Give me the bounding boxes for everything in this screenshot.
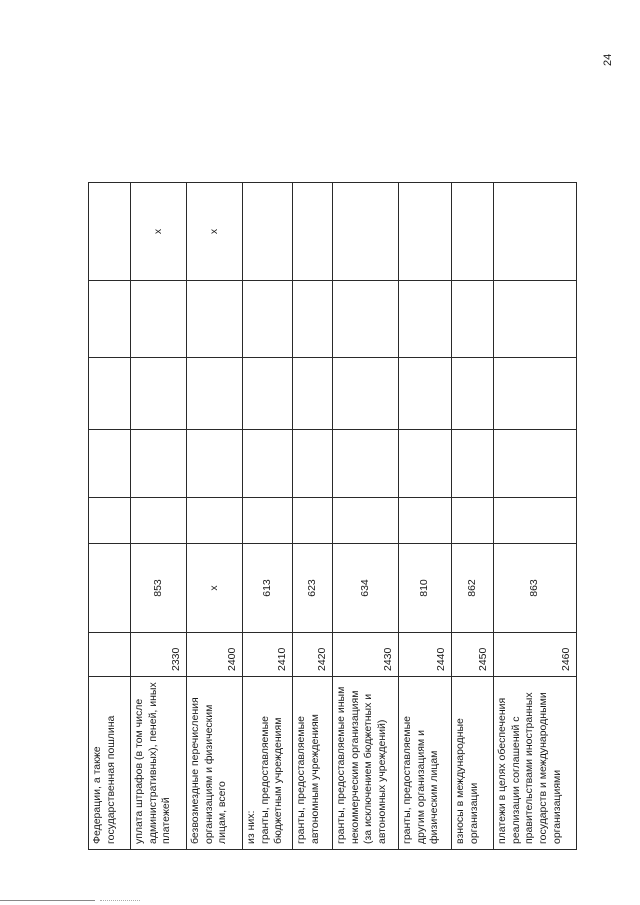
- row-code-cell: 2430: [333, 633, 399, 677]
- report-table: [88, 182, 577, 850]
- row-value-cell: [333, 498, 399, 544]
- row-kbk-cell: 623: [293, 544, 333, 633]
- table-row: [293, 183, 333, 850]
- table-body: [89, 183, 577, 850]
- row-last-cell: [494, 183, 577, 281]
- row-value-cell: [293, 358, 333, 430]
- row-value-cell: [89, 498, 131, 544]
- row-value-cell: [452, 498, 494, 544]
- table-row: [243, 183, 293, 850]
- footer-rule: [0, 900, 95, 901]
- row-last-cell: x: [187, 183, 243, 281]
- row-value-cell: [399, 358, 452, 430]
- row-value-cell: [243, 430, 293, 498]
- row-name-cell: платежи в целях обеспечения реализации соглашений с правительствами иностранных государств и международными организациями: [494, 677, 577, 850]
- row-last-cell: [399, 183, 452, 281]
- row-name-cell: из них: гранты, предоставляемые бюджетным учреждениям: [243, 677, 293, 850]
- row-value-cell: [494, 498, 577, 544]
- row-kbk-cell: 810: [399, 544, 452, 633]
- row-value-cell: [243, 498, 293, 544]
- row-last-cell: [243, 183, 293, 281]
- row-code-cell: 2330: [131, 633, 187, 677]
- row-value-cell: [131, 430, 187, 498]
- table-row: [131, 183, 187, 850]
- row-value-cell: [399, 498, 452, 544]
- row-code-cell: 2410: [243, 633, 293, 677]
- row-last-cell: [452, 183, 494, 281]
- row-value-cell: [187, 358, 243, 430]
- row-value-cell: [452, 281, 494, 358]
- row-last-cell: [293, 183, 333, 281]
- row-value-cell: [452, 358, 494, 430]
- table-row: [333, 183, 399, 850]
- row-value-cell: [333, 358, 399, 430]
- row-value-cell: [452, 430, 494, 498]
- row-value-cell: [243, 281, 293, 358]
- row-name-cell: гранты, предоставляемые другим организациям и физическим лицам: [399, 677, 452, 850]
- table-row: [399, 183, 452, 850]
- row-kbk-cell: 613: [243, 544, 293, 633]
- row-value-cell: [399, 281, 452, 358]
- row-code-cell: [89, 633, 131, 677]
- row-value-cell: [333, 430, 399, 498]
- row-value-cell: [494, 281, 577, 358]
- row-code-cell: 2420: [293, 633, 333, 677]
- row-kbk-cell: x: [187, 544, 243, 633]
- table-row: [187, 183, 243, 850]
- row-value-cell: [131, 358, 187, 430]
- table-row: [89, 183, 131, 850]
- row-value-cell: [243, 358, 293, 430]
- row-code-cell: 2460: [494, 633, 577, 677]
- page-number: 24: [602, 53, 614, 66]
- row-value-cell: [293, 430, 333, 498]
- table-row: [494, 183, 577, 850]
- row-value-cell: [293, 281, 333, 358]
- row-name-cell: гранты, предоставляемые иным некоммерческим организациям (за исключением бюджетных и автономных учреждений): [333, 677, 399, 850]
- row-value-cell: [131, 498, 187, 544]
- row-kbk-cell: 862: [452, 544, 494, 633]
- row-code-cell: 2450: [452, 633, 494, 677]
- report-table-container: [88, 183, 576, 850]
- footer-rule-dotted: [100, 900, 140, 901]
- row-value-cell: [187, 430, 243, 498]
- row-value-cell: [399, 430, 452, 498]
- row-value-cell: [187, 281, 243, 358]
- row-kbk-cell: 634: [333, 544, 399, 633]
- row-value-cell: [293, 498, 333, 544]
- row-name-cell: уплата штрафов (в том числе административных), пеней, иных платежей: [131, 677, 187, 850]
- row-last-cell: [333, 183, 399, 281]
- row-value-cell: [494, 358, 577, 430]
- row-name-cell: Федерации, а также государственная пошлина: [89, 677, 131, 850]
- row-last-cell: [89, 183, 131, 281]
- row-name-cell: гранты, предоставляемые автономным учреждениям: [293, 677, 333, 850]
- row-value-cell: [89, 358, 131, 430]
- row-value-cell: [494, 430, 577, 498]
- row-kbk-cell: 863: [494, 544, 577, 633]
- row-name-cell: безвозмездные перечисления организациям и физическим лицам, всего: [187, 677, 243, 850]
- row-last-cell: x: [131, 183, 187, 281]
- row-code-cell: 2440: [399, 633, 452, 677]
- table-row: [452, 183, 494, 850]
- row-kbk-cell: [89, 544, 131, 633]
- row-value-cell: [89, 430, 131, 498]
- row-kbk-cell: 853: [131, 544, 187, 633]
- rotated-table: [88, 183, 576, 850]
- row-value-cell: [131, 281, 187, 358]
- row-code-cell: 2400: [187, 633, 243, 677]
- row-value-cell: [89, 281, 131, 358]
- row-name-cell: взносы в международные организации: [452, 677, 494, 850]
- row-value-cell: [187, 498, 243, 544]
- row-value-cell: [333, 281, 399, 358]
